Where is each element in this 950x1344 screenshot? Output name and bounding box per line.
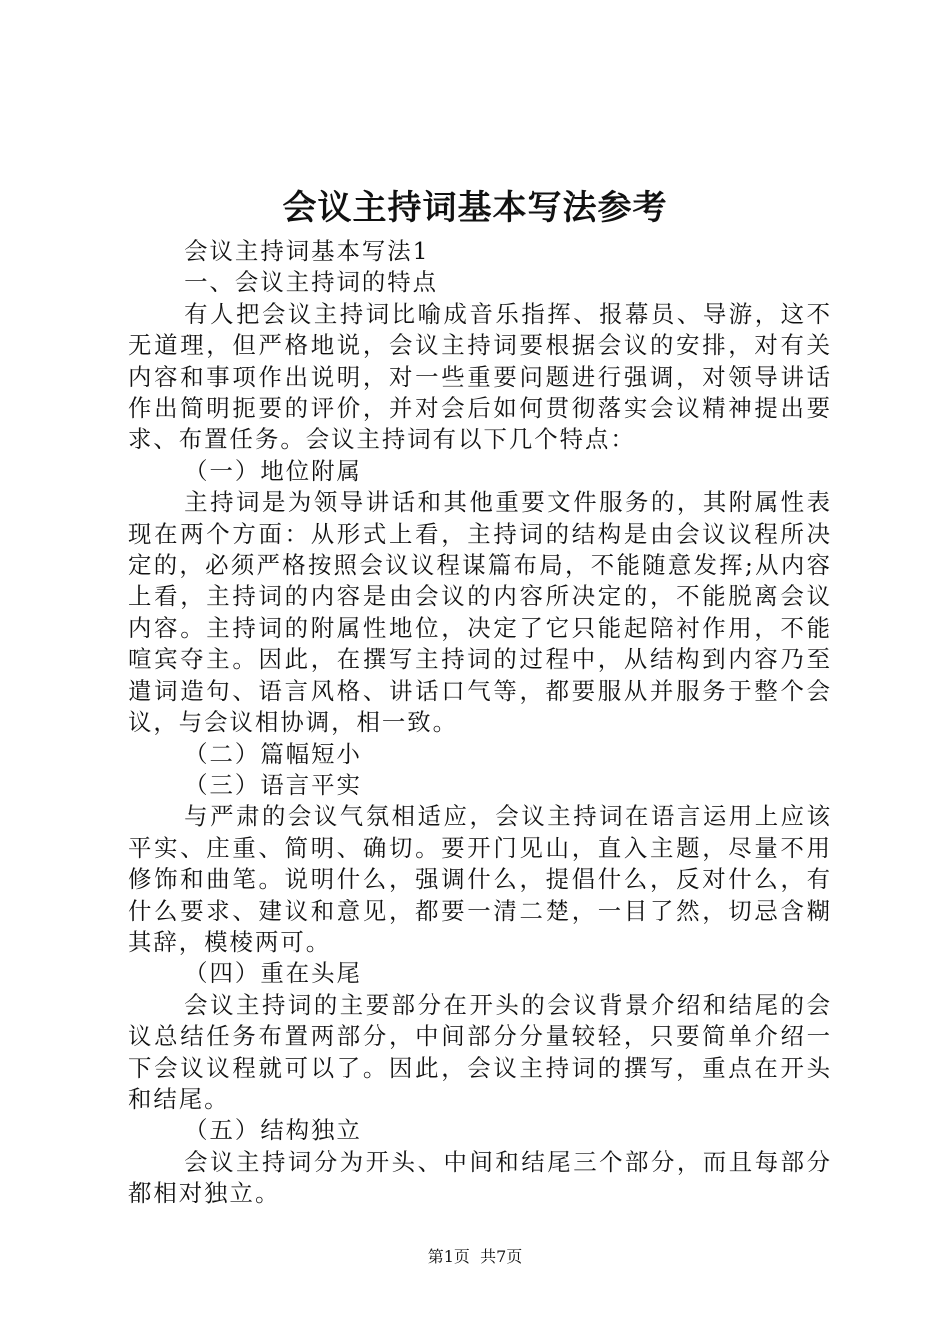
subsection-heading: （二）篇幅短小 [184, 739, 362, 768]
body-paragraph: 与严肃的会议气氛相适应，会议主持词在语言运用上应该平实、庄重、简明、确切。要开门见山，直入主题，尽量不用修饰和曲笔。说明什么，强调什么，提倡什么，反对什么，有什么要求、建议和意见，都要一清二楚，一目了然，切忌含糊其辞，模棱两可。 [128, 802, 832, 956]
subsection-heading: （五）结构独立 [184, 1116, 362, 1145]
section-heading: 一、会议主持词的特点 [184, 268, 439, 297]
document-title: 会议主持词基本写法参考 [282, 188, 668, 228]
document-body [128, 236, 832, 1210]
body-paragraph: 主持词是为领导讲话和其他重要文件服务的，其附属性表现在两个方面：从形式上看，主持词的结构是由会议议程所决定的，必须严格按照会议议程谋篇布局，不能随意发挥;从内容上看，主持词的内容是由会议的内容所决定的，不能脱离会议内容。主持词的附属性地位，决定了它只能起陪衬作用，不能喧宾夺主。因此，在撰写主持词的过程中，从结构到内容乃至遣词造句、语言风格、讲话口气等，都要服从并服务于整个会议，与会议相协调，相一致。 [128, 488, 832, 737]
section-subtitle: 会议主持词基本写法1 [184, 237, 430, 265]
subsection-heading: （一）地位附属 [184, 456, 362, 485]
subsection-heading: （三）语言平实 [184, 770, 362, 799]
body-paragraph: 有人把会议主持词比喻成音乐指挥、报幕员、导游，这不无道理，但严格地说，会议主持词要根据会议的安排，对有关内容和事项作出说明，对一些重要问题进行强调，对领导讲话作出简明扼要的评价，并对会后如何贯彻落实会议精神提出要求、布置任务。会议主持词有以下几个特点： [128, 299, 832, 454]
body-paragraph: 会议主持词的主要部分在开头的会议背景介绍和结尾的会议总结任务布置两部分，中间部分分量较轻，只要简单介绍一下会议议程就可以了。因此，会议主持词的撰写，重点在开头和结尾。 [128, 990, 832, 1113]
body-paragraph: 会议主持词分为开头、中间和结尾三个部分，而且每部分都相对独立。 [128, 1147, 832, 1208]
page-footer [0, 1246, 950, 1268]
subsection-heading: （四）重在头尾 [184, 959, 362, 988]
page-total: 共7页 [480, 1247, 523, 1266]
page-number: 第1页 [427, 1247, 470, 1266]
